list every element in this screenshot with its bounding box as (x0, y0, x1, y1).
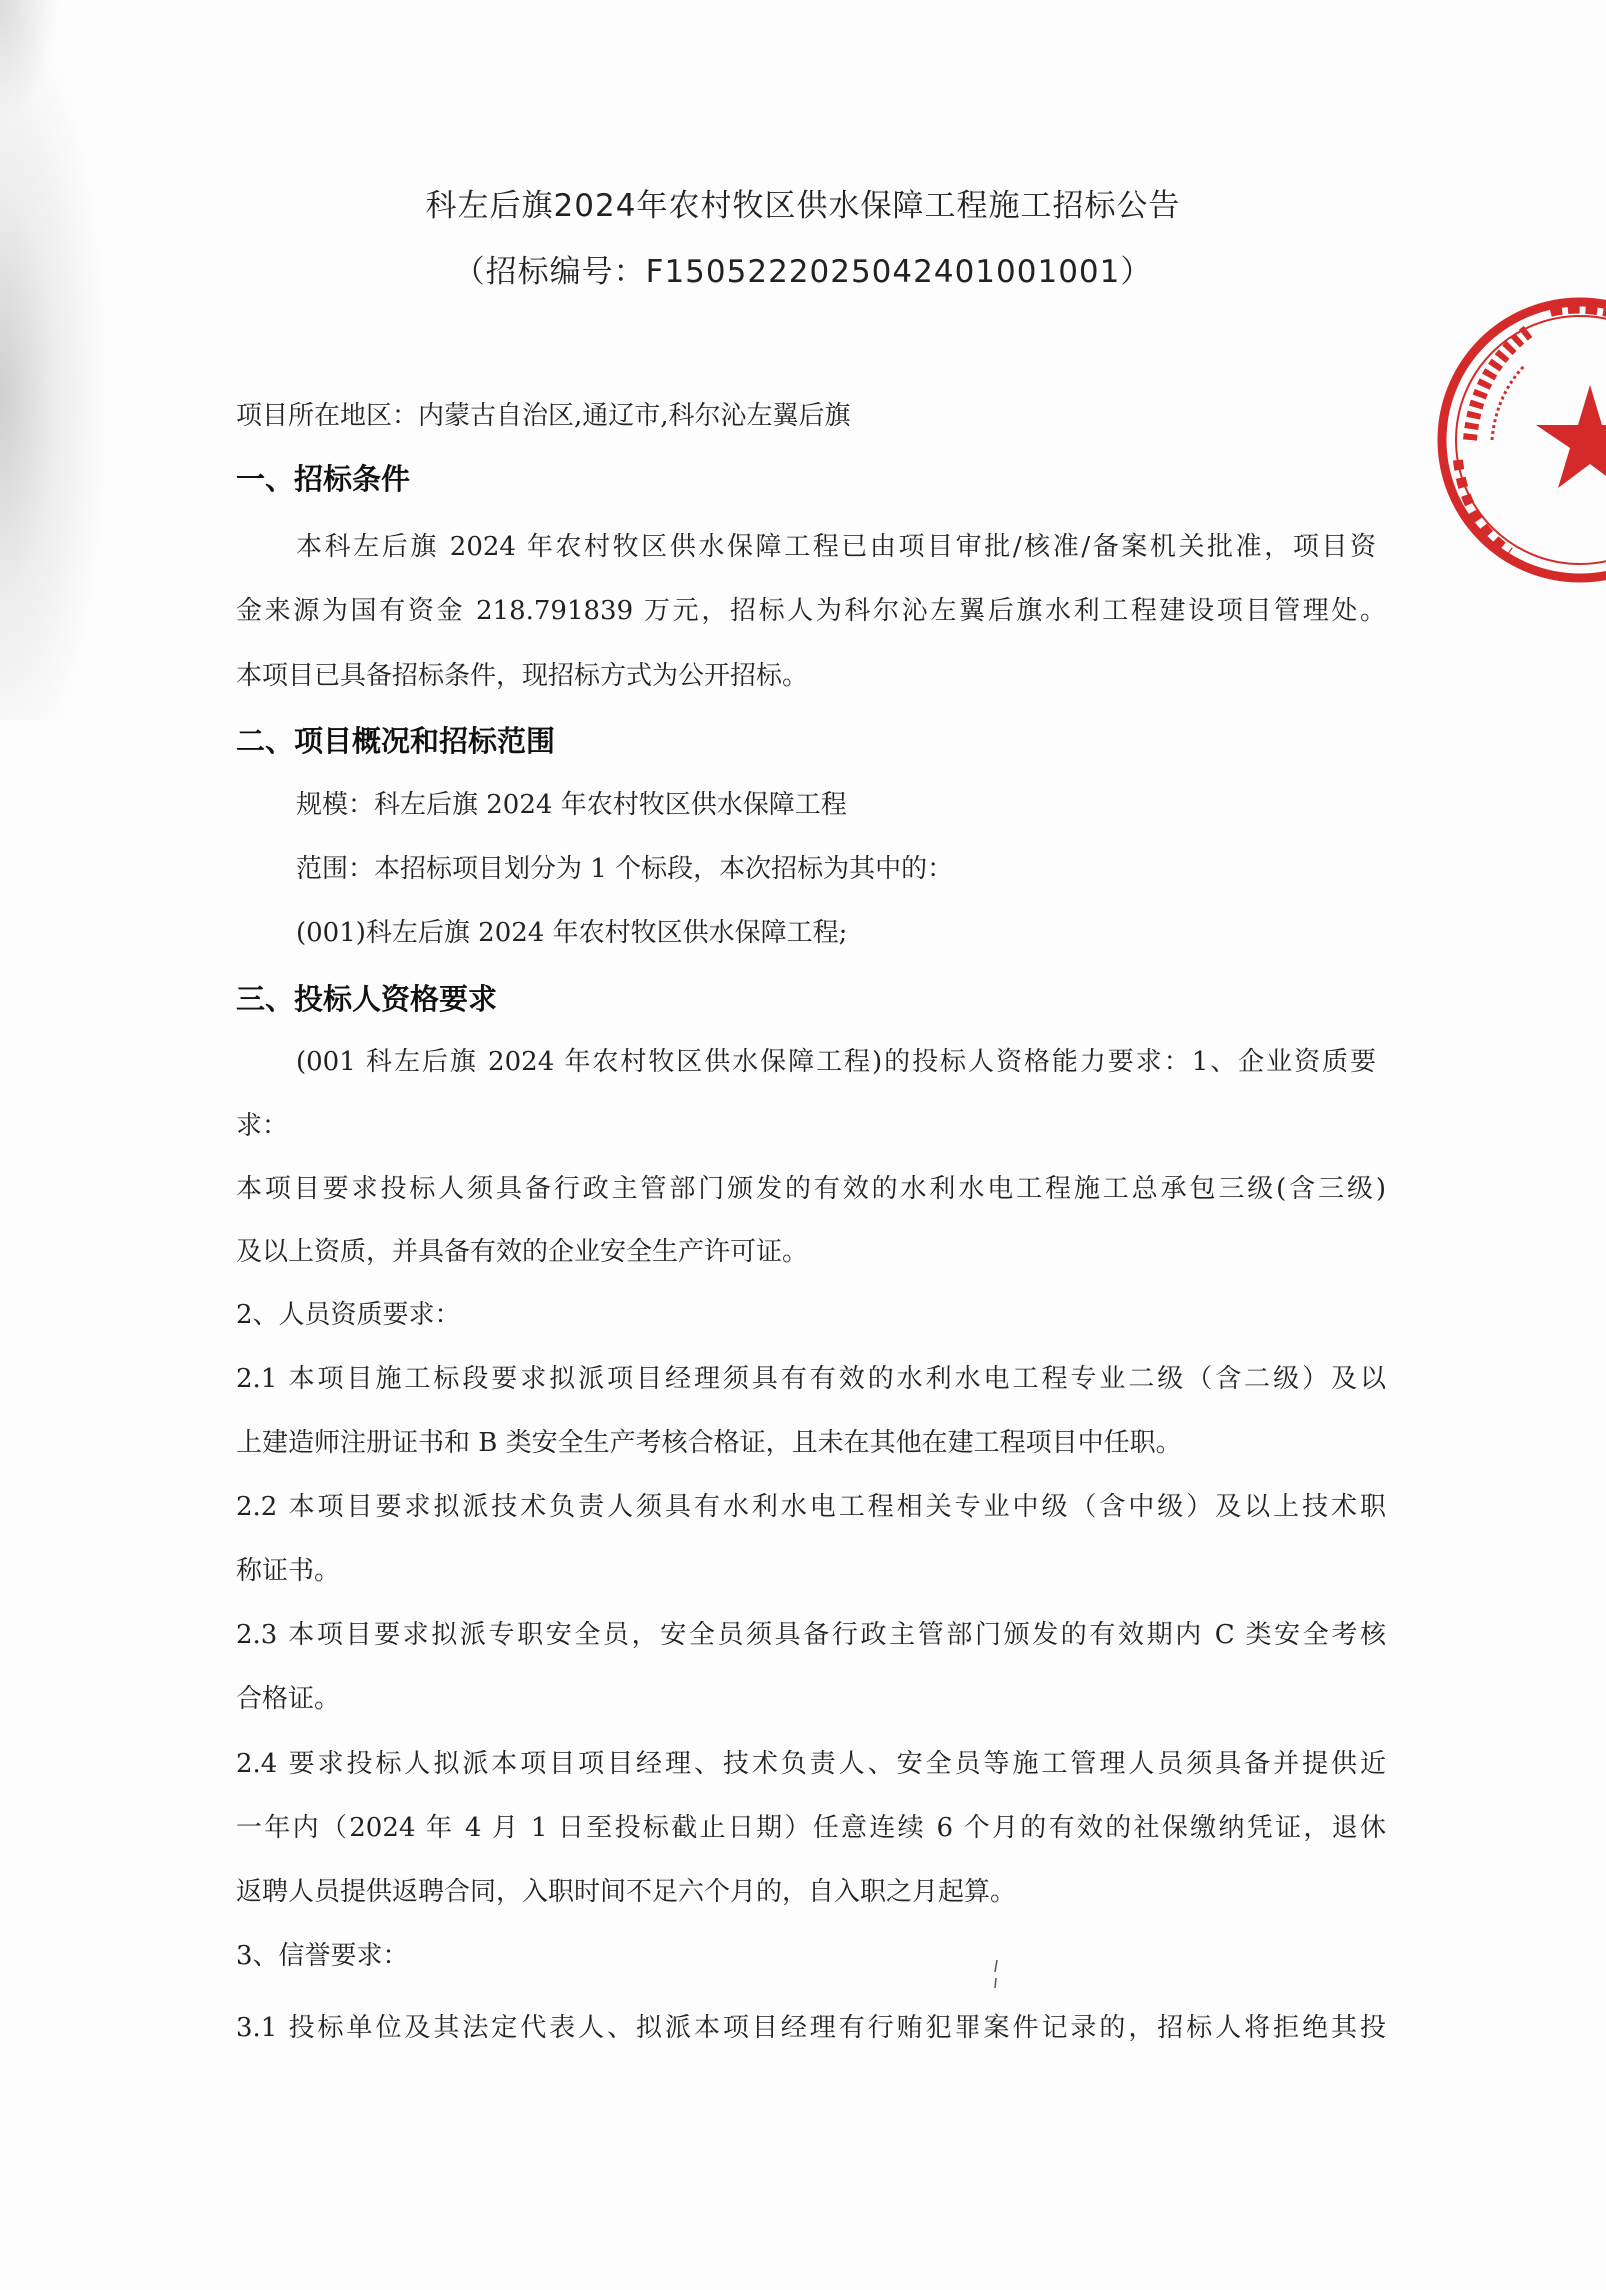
paragraph-line: 3、信誉要求： (236, 1941, 409, 1971)
scan-shadow-top (0, 0, 60, 120)
paragraph-line: 称证书。 (236, 1556, 341, 1586)
paragraph-line: 范围：本招标项目划分为 1 个标段，本次招标为其中的： (296, 854, 954, 884)
paragraph-line: 合格证。 (236, 1684, 341, 1714)
section-heading-bid-conditions: 一、招标条件 (236, 462, 411, 496)
paragraph-line: 及以上资质，并具备有效的企业安全生产许可证。 (236, 1237, 809, 1267)
paragraph-line: 2.4 要求投标人拟派本项目项目经理、技术负责人、安全员等施工管理人员须具备并提供近 (236, 1749, 1386, 1779)
official-seal-icon (1430, 290, 1606, 590)
paragraph-line: 本科左后旗 2024 年农村牧区供水保障工程已由项目审批/核准/备案机关批准，项目资 (296, 532, 1376, 562)
paragraph-line: 返聘人员提供返聘合同，入职时间不足六个月的，自入职之月起算。 (236, 1877, 1017, 1907)
paragraph-line: 一年内（2024 年 4 月 1 日至投标截止日期）任意连续 6 个月的有效的社保缴纳凭证，退休 (236, 1813, 1386, 1843)
project-location: 项目所在地区：内蒙古自治区,通辽市,科尔沁左翼后旗 (236, 401, 851, 431)
paragraph-line: 金来源为国有资金 218.791839 万元，招标人为科尔沁左翼后旗水利工程建设项目管理处。 (236, 596, 1386, 626)
paragraph-line: 求： (236, 1111, 289, 1141)
section-heading-bidder-qualifications: 三、投标人资格要求 (236, 982, 498, 1016)
paragraph-line: 2.1 本项目施工标段要求拟派项目经理须具有有效的水利水电工程专业二级（含二级）及以 (236, 1364, 1386, 1394)
paragraph-line: (001 科左后旗 2024 年农村牧区供水保障工程)的投标人资格能力要求：1、企业资质要 (296, 1047, 1376, 1077)
paragraph-line: 2.2 本项目要求拟派技术负责人须具有水利水电工程相关专业中级（含中级）及以上技术职 (236, 1492, 1386, 1522)
paragraph-line: 2.3 本项目要求拟派专职安全员，安全员须具备行政主管部门颁发的有效期内 C 类安全考核 (236, 1620, 1386, 1650)
paragraph-line: 规模：科左后旗 2024 年农村牧区供水保障工程 (296, 790, 847, 820)
section-heading-project-overview: 二、项目概况和招标范围 (236, 724, 556, 758)
paragraph-line: 本项目要求投标人须具备行政主管部门颁发的有效的水利水电工程施工总承包三级(含三级) (236, 1174, 1386, 1204)
document-title: 科左后旗2024年农村牧区供水保障工程施工招标公告 (425, 188, 1181, 224)
paragraph-line: 本项目已具备招标条件，现招标方式为公开招标。 (236, 661, 809, 691)
paragraph-line: (001)科左后旗 2024 年农村牧区供水保障工程; (296, 918, 848, 948)
paragraph-line: 上建造师注册证书和 B 类安全生产考核合格证，且未在其他在建工程项目中任职。 (236, 1428, 1182, 1458)
bid-number: （招标编号：F1505222025042401001001） (453, 254, 1153, 290)
paragraph-line: 3.1 投标单位及其法定代表人、拟派本项目经理有行贿犯罪案件记录的，招标人将拒绝其投 (236, 2013, 1386, 2043)
paragraph-line: 2、人员资质要求： (236, 1300, 461, 1330)
pen-mark-icon (992, 1960, 1000, 1990)
